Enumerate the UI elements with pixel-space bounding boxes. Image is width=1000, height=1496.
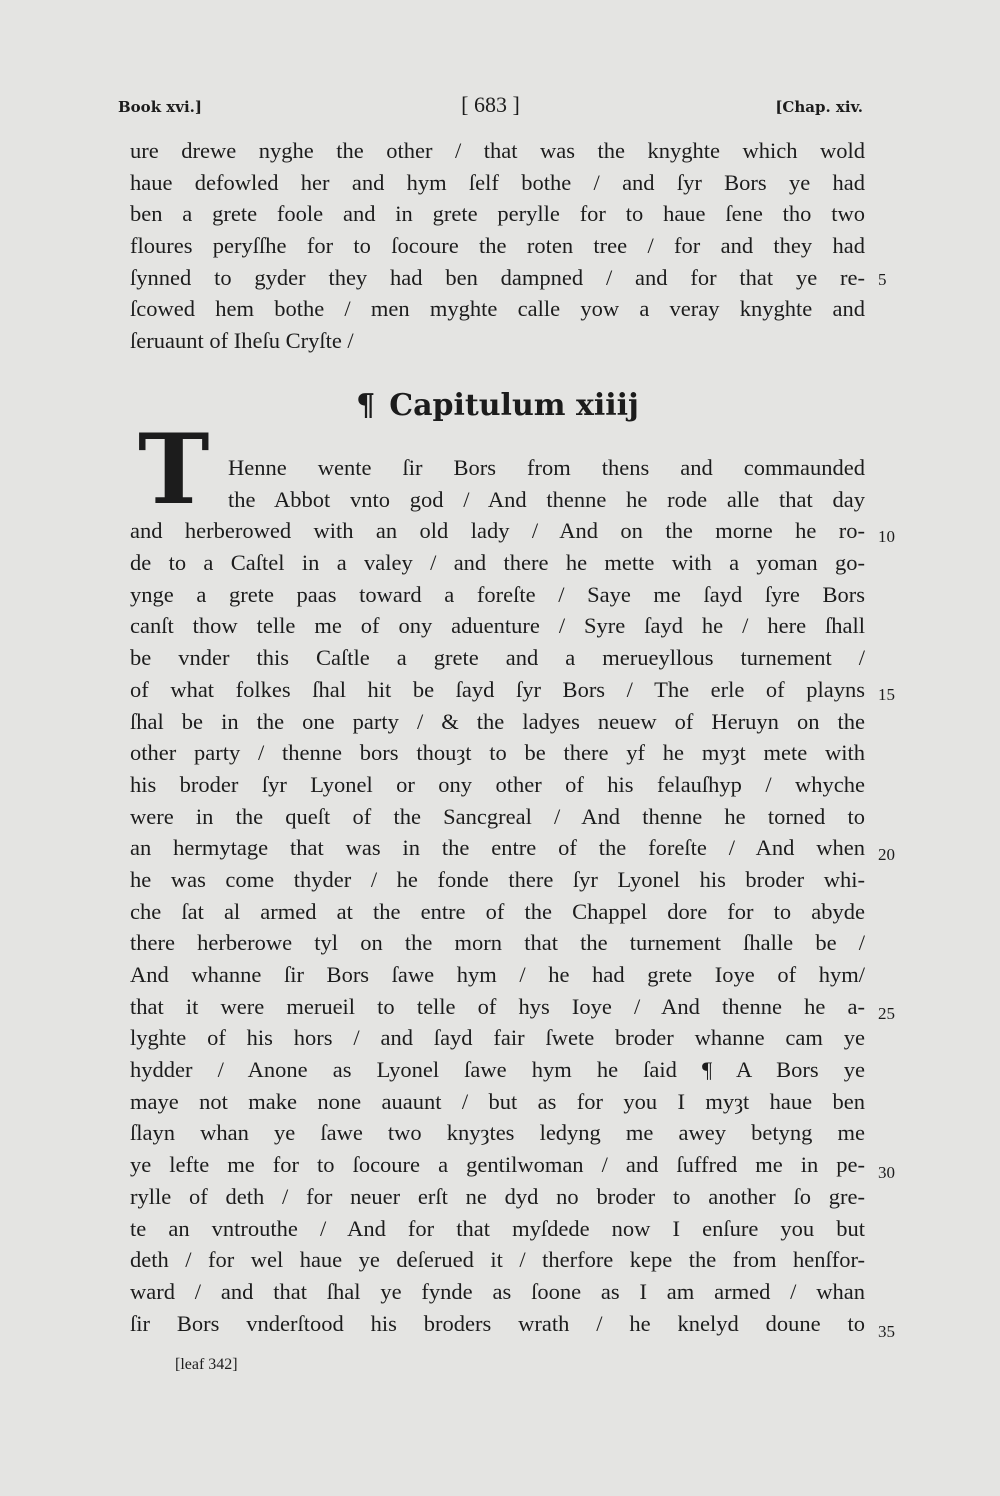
text-line: Henne wente ſir Bors from thens and commaunded — [228, 455, 865, 480]
text-line: ward / and that ſhal ye fynde as ſoone as I am armed / whan — [130, 1278, 865, 1304]
text-line: deth / for wel haue ye deſerued it / therfore kepe the from henſfor- — [130, 1247, 865, 1273]
text-line: of what folkes ſhal hit be ſayd ſyr Bors / The erle of playns — [130, 676, 865, 702]
line-number: 30 — [878, 1163, 895, 1182]
text-line: and herberowed with an old lady / And on the morne he ro- — [130, 518, 865, 544]
text-line: ynge a grete paas toward a foreſte / Saye me ſayd ſyre Bors — [130, 581, 865, 607]
text-line: other party / thenne bors thouȝt to be there yf he myȝt mete with — [130, 740, 865, 766]
text-line: ſhal be in the one party / & the ladyes neuew of Heruyn on the — [130, 708, 865, 734]
text-line: rylle of deth / for neuer erſt ne dyd no broder to another ſo gre- — [130, 1183, 865, 1209]
text-line: were in the queſt of the Sancgreal / And thenne he torned to — [130, 803, 865, 829]
paragraph-2 — [130, 515, 865, 1339]
drop-cap — [130, 413, 225, 526]
text-line: te an vntrouthe / And for that myſdede now I enſure you but — [130, 1215, 865, 1241]
text-line: there herberowe tyl on the morn that the turnement ſhalle be / — [130, 930, 865, 956]
drop-cap-letter: T — [138, 413, 210, 526]
chapter-heading — [130, 388, 865, 423]
line-number: 15 — [878, 685, 895, 704]
text-line: che ſat al armed at the entre of the Chappel dore for to abyde — [130, 898, 865, 924]
text-line: ye lefte me for to ſocoure a gentilwoman / and ſuffred me in pe- — [130, 1152, 865, 1178]
text-line: hydder / Anone as Lyonel ſawe hym he ſaid ¶ A Bors ye — [130, 1057, 865, 1083]
pilcrow-icon: ¶ — [356, 388, 376, 423]
text-line: haue defowled her and hym ſelf bothe / and ſyr Bors ye had — [130, 169, 865, 195]
text-line: And whanne ſir Bors ſawe hym / he had grete Ioye of hym/ — [130, 962, 865, 988]
paragraph-1 — [130, 135, 865, 357]
text-line: ure drewe nyghe the other / that was the knyghte which wold — [130, 138, 865, 163]
text-line: ſcowed hem bothe / men myghte calle yow a veray knyghte and — [130, 296, 865, 322]
text-line: ſynned to gyder they had ben dampned / and for that ye re- — [130, 264, 865, 290]
leaf-marker: [leaf 342] — [175, 1356, 238, 1373]
line-number: 10 — [878, 527, 895, 546]
text-line: ſir Bors vnderſtood his broders wrath / he knelyd doune to — [130, 1310, 865, 1336]
chapter-number: [Chap. xiv. — [775, 98, 863, 116]
text-line: he was come thyder / he fonde there ſyr Lyonel his broder whi- — [130, 866, 865, 892]
text-line: floures peryſſhe for to ſocoure the roten tree / for and they had — [130, 233, 865, 259]
text-line: the Abbot vnto god / And thenne he rode alle that day — [228, 486, 865, 512]
line-number: 35 — [878, 1322, 895, 1341]
text-line: his broder ſyr Lyonel or ony other of his felauſhyp / whyche — [130, 771, 865, 797]
text-line: de to a Caſtel in a valey / and there he mette with a yoman go- — [130, 550, 865, 576]
line-number: 5 — [878, 270, 887, 289]
text-line: ben a grete foole and in grete perylle for to haue ſene tho two — [130, 201, 865, 227]
paragraph-2-indented — [228, 452, 865, 515]
text-line: lyghte of his hors / and ſayd fair ſwete broder whanne cam ye — [130, 1025, 865, 1051]
page-number: [ 683 ] — [461, 92, 520, 117]
book-number: Book xvi.] — [118, 98, 202, 116]
line-number: 20 — [878, 845, 895, 864]
text-line: an hermytage that was in the entre of the foreſte / And when — [130, 835, 865, 861]
text-line: ſeruaunt of Iheſu Cryſte / — [130, 328, 354, 354]
text-line: ſlayn whan ye ſawe two knyȝtes ledyng me awey betyng me — [130, 1120, 865, 1146]
text-line: that it were merueil to telle of hys Ioye / And thenne he a- — [130, 993, 865, 1019]
chapter-title: Capitulum xiiij — [389, 388, 639, 423]
running-header — [118, 92, 863, 122]
line-number: 25 — [878, 1004, 895, 1023]
text-line: be vnder this Caſtle a grete and a merueyllous turnement / — [130, 645, 865, 671]
text-line: canſt thow telle me of ony aduenture / Syre ſayd he / here ſhall — [130, 613, 865, 639]
text-line: maye not make none auaunt / but as for you I myȝt haue ben — [130, 1088, 865, 1114]
